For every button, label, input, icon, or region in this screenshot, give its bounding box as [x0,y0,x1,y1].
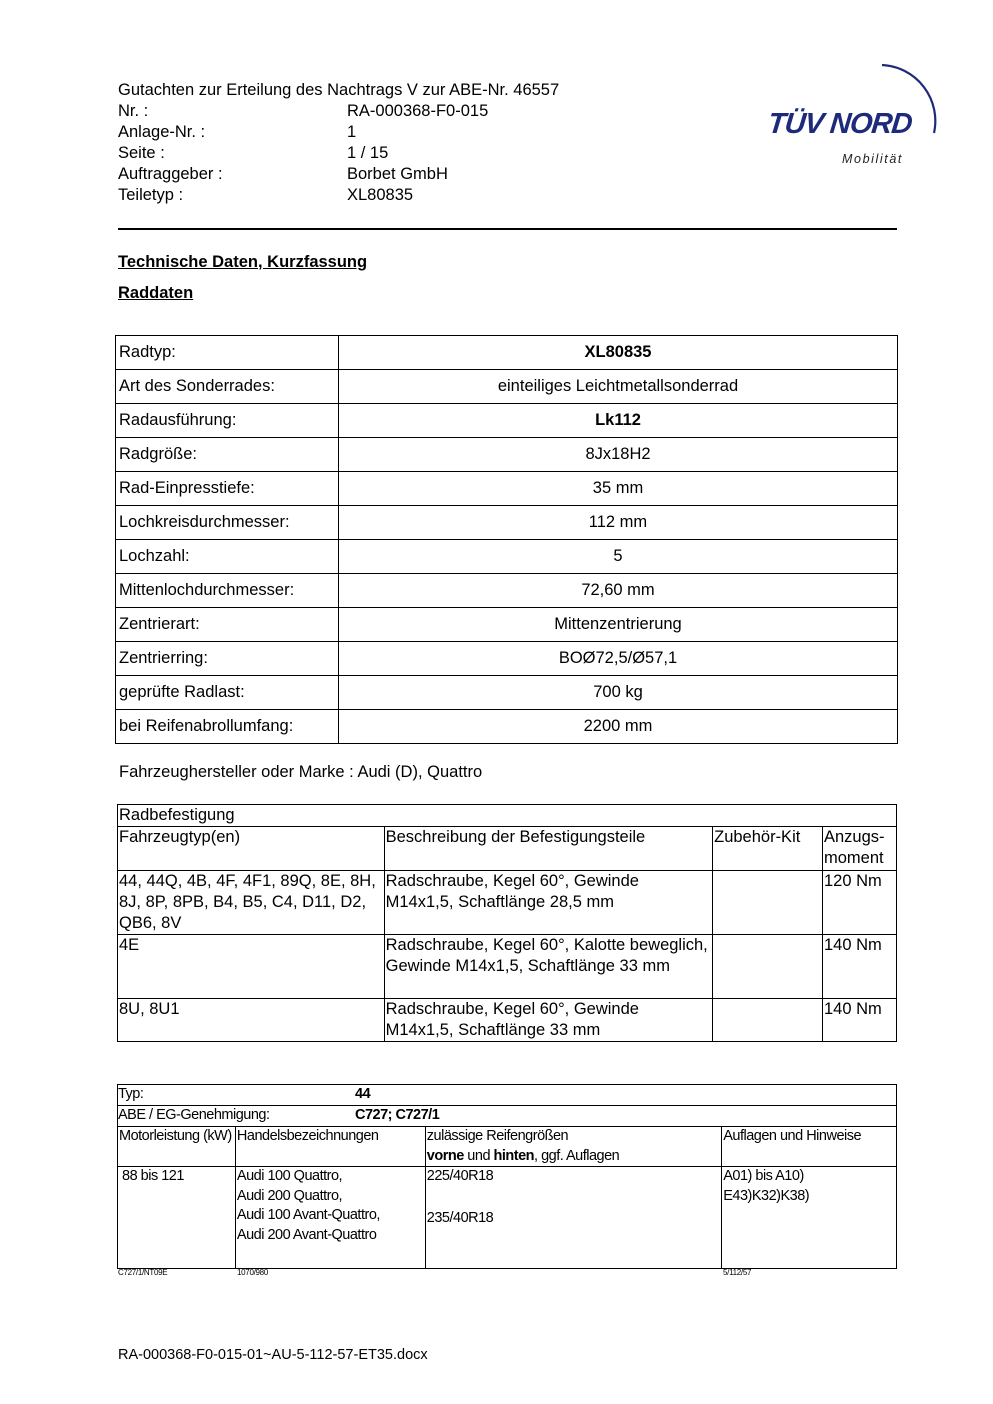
names-cell [235,1167,425,1269]
wheel-label: Rad-Einpresstiefe: [116,472,339,506]
wheel-value: 5 [339,540,898,574]
code-3: 5/112/57 [723,1268,752,1277]
notes-cell [722,1167,897,1269]
wheel-label: Radgröße: [116,438,339,472]
col-header: Zubehör-Kit [713,827,823,871]
trade-name: Audi 200 Avant-Quattro [236,1226,377,1243]
table-row [118,999,897,1042]
mount-cell: 8U, 8U1 [118,999,385,1042]
wheel-value: Lk112 [339,404,898,438]
wheel-data-table [115,335,898,744]
code-1: C727/1/NT09E [118,1268,168,1277]
header-label: Nr. : [118,102,149,120]
typ-row [118,1085,897,1106]
wheel-label: Zentrierart: [116,608,339,642]
table-row [116,608,898,642]
vehicle-maker: Fahrzeughersteller oder Marke : Audi (D), Quattro [119,763,483,781]
col-header-sub [427,1147,720,1167]
header-row-anlage [118,122,638,143]
wheel-value: BOØ72,5/Ø57,1 [339,642,898,676]
vehicle-type-table [117,1084,897,1269]
header-row-auftraggeber [118,164,638,185]
wheel-label: Lochzahl: [116,540,339,574]
mount-cell: Radschraube, Kegel 60°, Kalotte beweglich, Gewinde M14x1,5, Schaftlänge 33 mm [384,935,712,999]
mount-cell: Radschraube, Kegel 60°, Gewinde M14x1,5, Schaftlänge 33 mm [384,999,712,1042]
wheel-label: Radtyp: [116,336,339,370]
table-row [116,506,898,540]
table-row [116,438,898,472]
trade-name: Audi 200 Quattro, [236,1187,343,1204]
wheel-value: XL80835 [339,336,898,370]
trade-name: Audi 100 Quattro, [236,1168,343,1184]
mount-cell [713,871,823,935]
mounting-table [117,804,897,1042]
power-cell: 88 bis 121 [118,1167,236,1269]
col-header: Beschreibung der Befestigungsteile [384,827,712,871]
tires-front: vorne [426,1147,464,1164]
mounting-title: Radbefestigung [118,805,897,827]
header-label: Auftraggeber : [118,165,223,183]
table-header-row [118,827,897,871]
wheel-value: 72,60 mm [339,574,898,608]
mount-cell: 140 Nm [823,935,897,999]
wheel-value: 112 mm [339,506,898,540]
table-row [118,871,897,935]
wheel-value: 35 mm [339,472,898,506]
abe-value: C727; C727/1 [355,1107,440,1123]
table-header-row [118,1127,897,1167]
table-row [116,540,898,574]
header-row-seite [118,143,638,164]
header-row-teiletyp [118,185,638,206]
wheel-value: 8Jx18H2 [339,438,898,472]
wheel-label: Lochkreisdurchmesser: [116,506,339,540]
header-title: Gutachten zur Erteilung des Nachtrags V zur ABE-Nr. 46557 [118,81,560,99]
mount-cell: 44, 44Q, 4B, 4F, 4F1, 89Q, 8E, 8H, 8J, 8P, 8PB, B4, B5, C4, D11, D2, QB6, 8V [118,871,385,935]
wheel-value: einteiliges Leichtmetallsonderrad [339,370,898,404]
table-row [116,336,898,370]
table-row [116,642,898,676]
abe-label: ABE / EG-Genehmigung: [118,1107,270,1123]
code-2: 1070/980 [237,1268,268,1277]
table-row [118,1167,897,1269]
mount-cell [713,935,823,999]
wheel-label: geprüfte Radlast: [116,676,339,710]
section-subtitle: Raddaten [118,284,194,302]
table-row [116,676,898,710]
wheel-label: Radausführung: [116,404,339,438]
header-value: XL80835 [347,186,414,204]
tire-size: 225/40R18 [426,1168,494,1184]
table-row [118,1106,897,1127]
col-header: Anzugs-moment [823,827,897,871]
section-title: Technische Daten, Kurzfassung [118,253,368,271]
note-line: A01) bis A10) [723,1168,804,1184]
table-row [118,805,897,827]
header-value: 1 [347,123,357,141]
col-header: Auflagen und Hinweise [722,1127,897,1167]
mount-cell: Radschraube, Kegel 60°, Gewinde M14x1,5, Schaftlänge 28,5 mm [384,871,712,935]
wheel-label: Art des Sonderrades: [116,370,339,404]
header-divider [118,228,897,230]
col-header-tires [425,1127,721,1167]
wheel-label: bei Reifenabrollumfang: [116,710,339,744]
wheel-label: Zentrierring: [116,642,339,676]
header-value: Borbet GmbH [347,165,448,183]
table-row [116,710,898,744]
logo-subtitle: Mobilität [842,152,903,166]
table-row [116,472,898,506]
col-header: Handelsbezeichnungen [235,1127,425,1167]
logo-wordmark: TÜV NORD [766,108,914,140]
wheel-value: 2200 mm [339,710,898,744]
header-label: Seite : [118,144,165,162]
header-label: Teiletyp : [118,186,184,204]
abe-row [118,1106,897,1127]
header-label: Anlage-Nr. : [118,123,206,141]
header-row-nr [118,101,638,122]
mount-cell: 4E [118,935,385,999]
table-row [118,1085,897,1106]
table-row [118,935,897,999]
col-header: Fahrzeugtyp(en) [118,827,385,871]
wheel-label: Mittenlochdurchmesser: [116,574,339,608]
typ-label: Typ: [118,1086,144,1102]
col-header: Motorleistung (kW) [118,1127,236,1167]
mount-cell: 120 Nm [823,871,897,935]
note-line: E43)K32)K38) [723,1187,810,1204]
tire-size: 235/40R18 [426,1209,494,1226]
header-value: RA-000368-F0-015 [347,102,489,120]
document-header [118,80,638,206]
table-row [116,404,898,438]
wheel-value: Mittenzentrierung [339,608,898,642]
document-footer: RA-000368-F0-015-01~AU-5-112-57-ET35.docx [118,1347,428,1363]
table-row [116,574,898,608]
table-row [116,370,898,404]
mount-cell: 140 Nm [823,999,897,1042]
col-header: zulässige Reifengrößen [426,1128,569,1144]
tires-and: und [463,1147,494,1164]
mount-cell [713,999,823,1042]
header-value: 1 / 15 [347,144,389,162]
wheel-value: 700 kg [339,676,898,710]
tires-cell [425,1167,721,1269]
tires-rear: hinten [493,1147,535,1164]
tires-note: , ggf. Auflagen [534,1147,620,1164]
trade-name: Audi 100 Avant-Quattro, [236,1207,380,1223]
typ-value: 44 [355,1086,371,1102]
